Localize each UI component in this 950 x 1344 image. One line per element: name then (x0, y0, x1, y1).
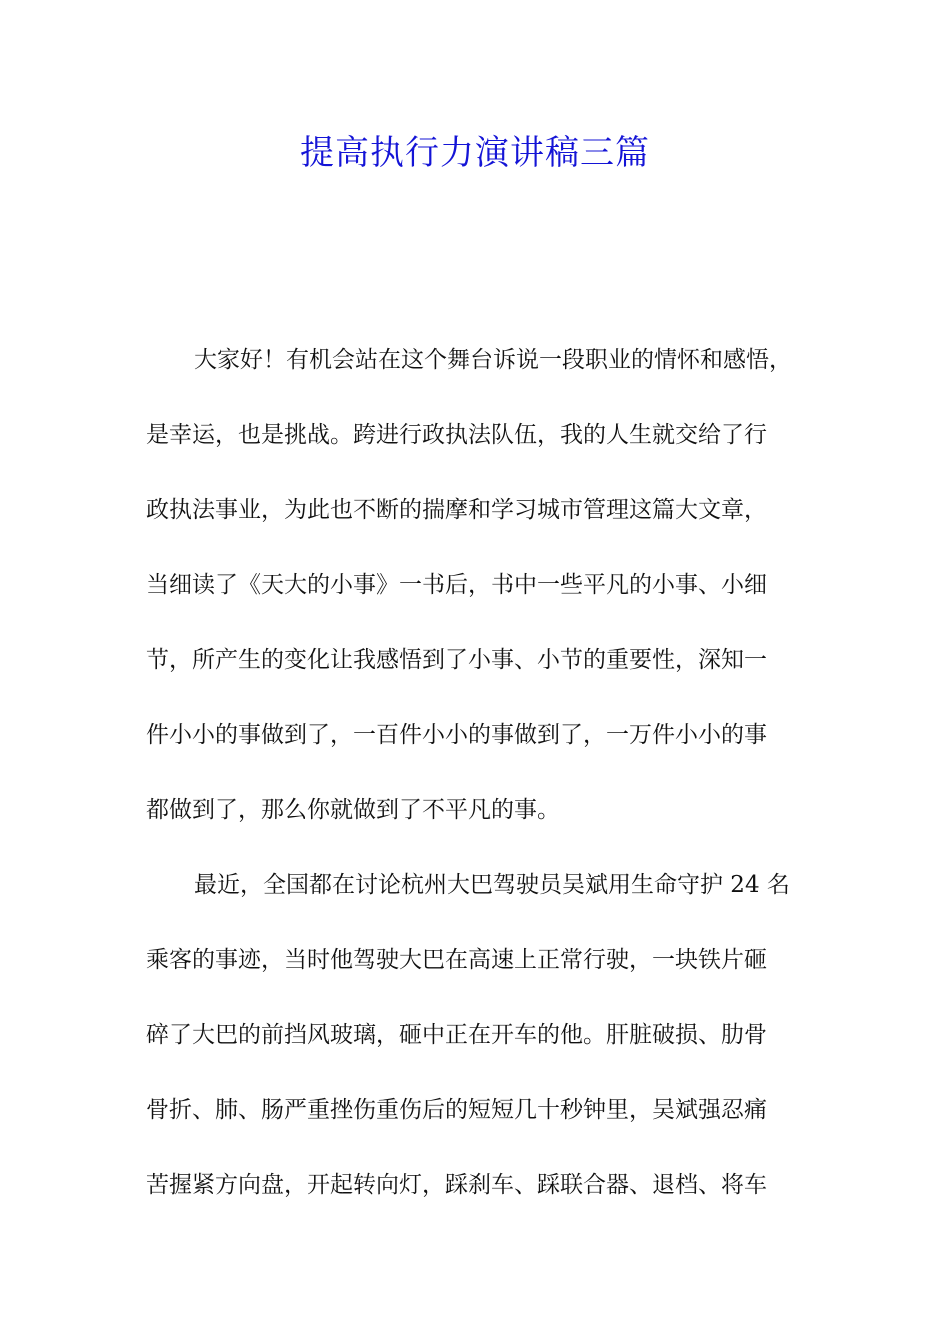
paragraph-2-line-4: 骨折、肺、肠严重挫伤重伤后的短短几十秒钟里，吴斌强忍痛 (146, 1097, 767, 1123)
document-body (146, 335, 816, 1235)
paragraph-1-line-3: 政执法事业，为此也不断的揣摩和学习城市管理这篇大文章， (146, 497, 767, 523)
paragraph-1-line-4: 当细读了《天大的小事》一书后，书中一些平凡的小事、小细 (146, 572, 767, 598)
paragraph-1-line-7: 都做到了，那么你就做到了不平凡的事。 (146, 797, 560, 823)
paragraph-2-line-3: 碎了大巴的前挡风玻璃，砸中正在开车的他。肝脏破损、肋骨 (146, 1022, 767, 1048)
document-title: 提高执行力演讲稿三篇 (300, 133, 650, 173)
paragraph-2-line-2: 乘客的事迹，当时他驾驶大巴在高速上正常行驶，一块铁片砸 (146, 947, 767, 973)
paragraph-1-line-5: 节，所产生的变化让我感悟到了小事、小节的重要性，深知一 (146, 647, 767, 673)
paragraph-2-line-1: 最近，全国都在讨论杭州大巴驾驶员吴斌用生命守护 24 名 (194, 872, 790, 898)
paragraph-2-line-5: 苦握紧方向盘，开起转向灯，踩刹车、踩联合器、退档、将车 (146, 1172, 767, 1198)
paragraph-1-line-1: 大家好！有机会站在这个舞台诉说一段职业的情怀和感悟， (194, 347, 792, 373)
paragraph-1-line-2: 是幸运，也是挑战。跨进行政执法队伍，我的人生就交给了行 (146, 422, 767, 448)
paragraph-1-line-6: 件小小的事做到了，一百件小小的事做到了，一万件小小的事 (146, 722, 767, 748)
